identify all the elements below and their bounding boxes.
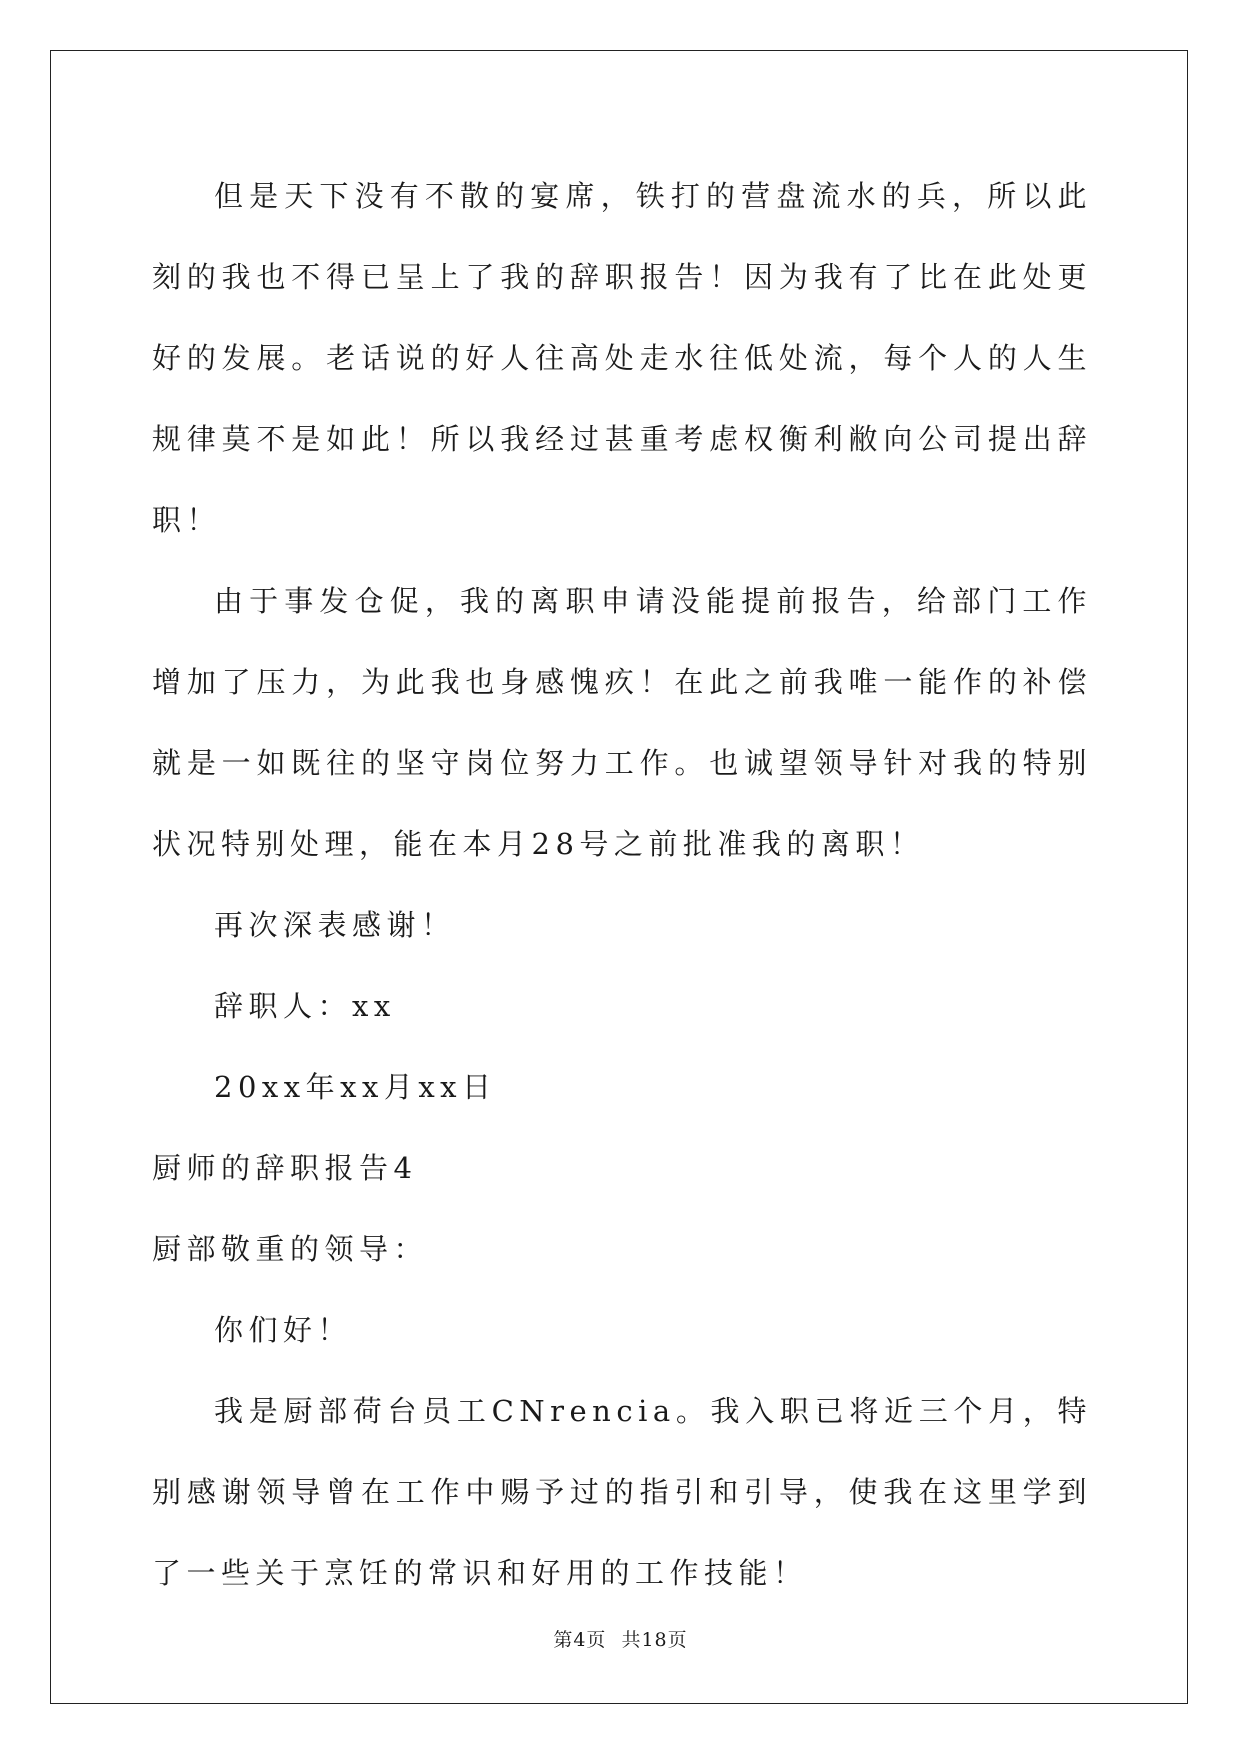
paragraph: 由于事发仓促，我的离职申请没能提前报告，给部门工作增加了压力，为此我也身感愧疚！在此之前我唯一能作的补偿就是一如既往的坚守岗位努力工作。也诚望领导针对我的特别状况特别处理，能在本月28号之前批准我的离职！ (152, 584, 1092, 861)
section-title: 厨师的辞职报告4 (152, 1151, 418, 1185)
page-number: 第4页 (553, 1629, 607, 1651)
greeting: 你们好！ (214, 1313, 353, 1347)
paragraph: 再次深表感谢！ (214, 908, 456, 942)
signature-line: 辞职人：xx (214, 989, 396, 1023)
page-footer (0, 1625, 1241, 1652)
salutation: 厨部敬重的领导： (152, 1232, 429, 1266)
paragraph: 但是天下没有不散的宴席，铁打的营盘流水的兵，所以此刻的我也不得已呈上了我的辞职报告！因为我有了比在此处更好的发展。老话说的好人往高处走水往低处流，每个人的人生规律莫不是如此！所以我经过甚重考虑权衡利敝向公司提出辞职！ (152, 179, 1092, 537)
page-total: 共18页 (621, 1629, 688, 1651)
paragraph: 我是厨部荷台员工CNrencia。我入职已将近三个月，特别感谢领导曾在工作中赐予过的指引和引导，使我在这里学到了一些关于烹饪的常识和好用的工作技能！ (152, 1394, 1092, 1590)
document-body (152, 156, 1092, 1614)
date-line: 20xx年xx月xx日 (214, 1070, 497, 1104)
